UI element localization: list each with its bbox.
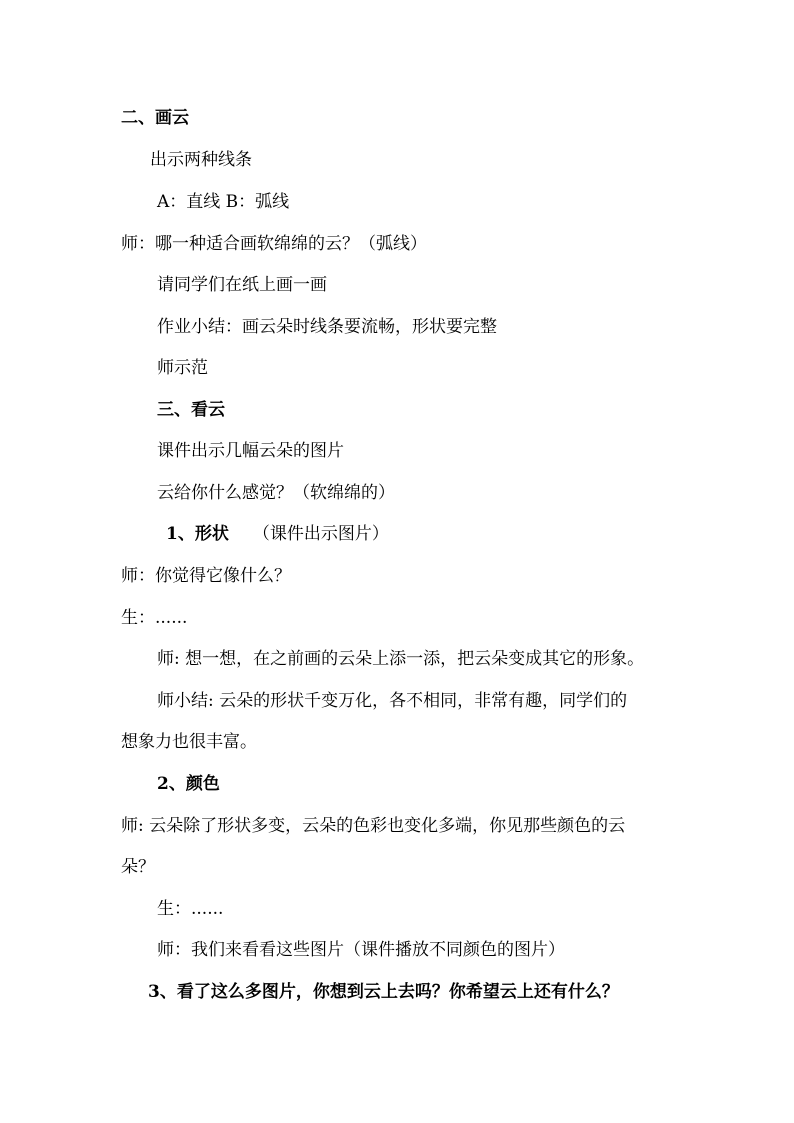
text-line: 请同学们在纸上画一画 (157, 275, 327, 295)
text-line: 生：...... (121, 608, 188, 628)
subsection-heading-question: 3、看了这么多图片，你想到云上去吗？你希望云上还有什么？ (148, 982, 619, 1002)
text-line: A：直线 B：弧线 (157, 192, 290, 212)
text-line: （课件出示图片） (252, 524, 389, 544)
text-line: 想象力也很丰富。 (121, 732, 257, 752)
text-line: 朵？ (121, 857, 155, 877)
text-line: 云给你什么感觉？（软绵绵的） (157, 483, 395, 503)
text-line: 课件出示几幅云朵的图片 (157, 441, 344, 461)
text-line: 师：你觉得它像什么？ (121, 566, 291, 586)
section-heading-draw-clouds: 二、画云 (121, 108, 189, 128)
subsection-shape-line (166, 523, 389, 545)
text-line: 师示范 (157, 358, 208, 378)
text-line: 师小结: 云朵的形状千变万化，各不相同，非常有趣，同学们的 (157, 691, 628, 711)
text-line: 师：哪一种适合画软绵绵的云？（弧线） (121, 234, 427, 254)
text-line: 生：...... (157, 899, 224, 919)
subsection-heading-color: 2、颜色 (157, 774, 220, 794)
text-line: 师: 想一想，在之前画的云朵上添一添，把云朵变成其它的形象。 (157, 649, 645, 669)
section-heading-look-at-clouds: 三、看云 (157, 400, 225, 420)
text-line: 师：我们来看看这些图片（课件播放不同颜色的图片） (157, 940, 565, 960)
text-line: 出示两种线条 (150, 150, 252, 170)
text-line: 师: 云朵除了形状多变，云朵的色彩也变化多端，你见那些颜色的云 (121, 816, 626, 836)
subsection-heading-shape: 1、形状 (166, 524, 229, 544)
text-line: 作业小结：画云朵时线条要流畅，形状要完整 (157, 317, 497, 337)
